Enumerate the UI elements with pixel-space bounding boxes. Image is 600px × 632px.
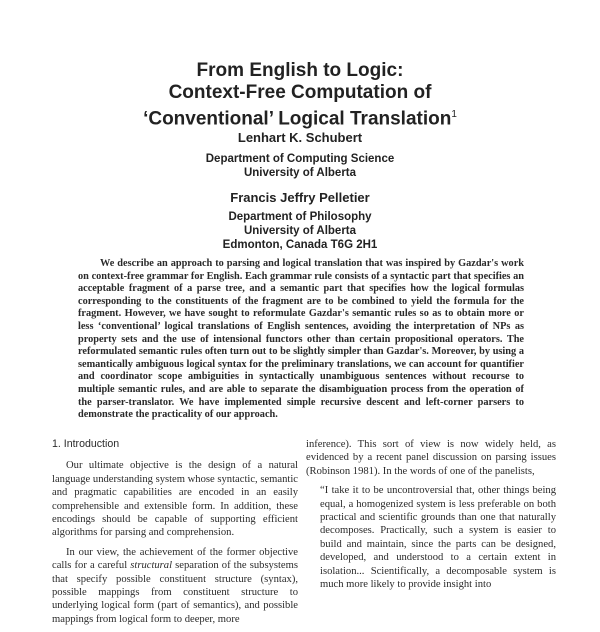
panelist-quote-text: “I take it to be uncontroversial that, other things being equal, a homogenized system is less preferable on both practical and scientific grounds than one that naturally decomposes. Practically, such a system is easier to build and maintain, since the parts can be designed, developed, and understood to a certain extent in isolation... Scientifically, a decomposable system is much more likely to provide insight into [320,485,556,591]
abstract [78,258,524,422]
title-footnote-mark: 1 [451,109,457,120]
author-1-affiliation [0,152,600,180]
author-2-affiliation [0,210,600,252]
intro-paragraph-2-emphasis: structural [130,560,173,572]
author-1-department: Department of Computing Science [205,153,395,165]
author-2-address: Edmonton, Canada T6G 2H1 [222,239,378,251]
title-block [0,60,600,130]
title-line-2: Context-Free Computation of [168,82,432,103]
intro-paragraph-1: Our ultimate objective is the design of a natural language understanding system whose syntactic, semantic and pragmatic capabilities are encoded in an easily comprehensible and extensible form. In addition, these encodings should be capable of supporting efficient algorithms for parsing and comprehension. [52,460,298,539]
author-2-name: Francis Jeffry Pelletier [230,190,370,205]
title-line-3 [0,104,600,130]
panelist-quote [320,484,556,591]
right-paragraph-1: inference). This sort of view is now widely held, as evidenced by a recent panel discussion on parsing issues (Robinson 1981). In the words of one of the panelists, [306,439,556,477]
section-1-heading: 1. Introduction [52,438,120,450]
title-line-1: From English to Logic: [196,60,404,81]
abstract-text: We describe an approach to parsing and logical translation that was inspired by Gazdar's work on context-free grammar for English. Each grammar rule consists of a syntactic part that specifies an acceptable fragment of a parse tree, and a semantic part that specifies how the logical formulas corresponding to the constituents of the fragment are to be combined to yield the formula for the fragment. However, we have sought to reformulate Gazdar's semantic rules so as to obtain more or less ‘conventional’ logical translations of English sentences, avoiding the interpretation of NPs as property sets and the use of intensional functors other than certain propositional operators. The reformulated semantic rules often turn out to be slightly simpler than Gazdar's. Moreover, by using a semantically ambiguous logical syntax for the preliminary translations, we can account for quantifier and coordinator scope ambiguities in syntactically unambiguous sentences without recourse to multiple semantic rules, and are able to separate the disambiguation process from the operation of the parser-translator. We have implemented simple recursive descent and left-corner parsers to demonstrate the practicality of our approach. [78,258,524,421]
author-1-name: Lenhart K. Schubert [237,130,363,145]
title-line-3-text: ‘Conventional’ Logical Translation [143,108,452,130]
intro-paragraph-2 [52,546,298,626]
author-2-department: Department of Philosophy [228,211,372,223]
left-column [52,438,298,632]
right-column [306,438,556,591]
author-2-university: University of Alberta [243,225,357,237]
intro-paragraph-2-end: separation of the subsystems that specify possible constituent structure (syntax), possible mappings from constituent structure to underlying logical form (part of semantics), and possible mappings from logical form to deeper, more [52,560,298,625]
intro-paragraph-2-start: In our view, the achievement of the former objective calls for a careful [52,546,298,572]
author-1-university: University of Alberta [243,167,357,179]
